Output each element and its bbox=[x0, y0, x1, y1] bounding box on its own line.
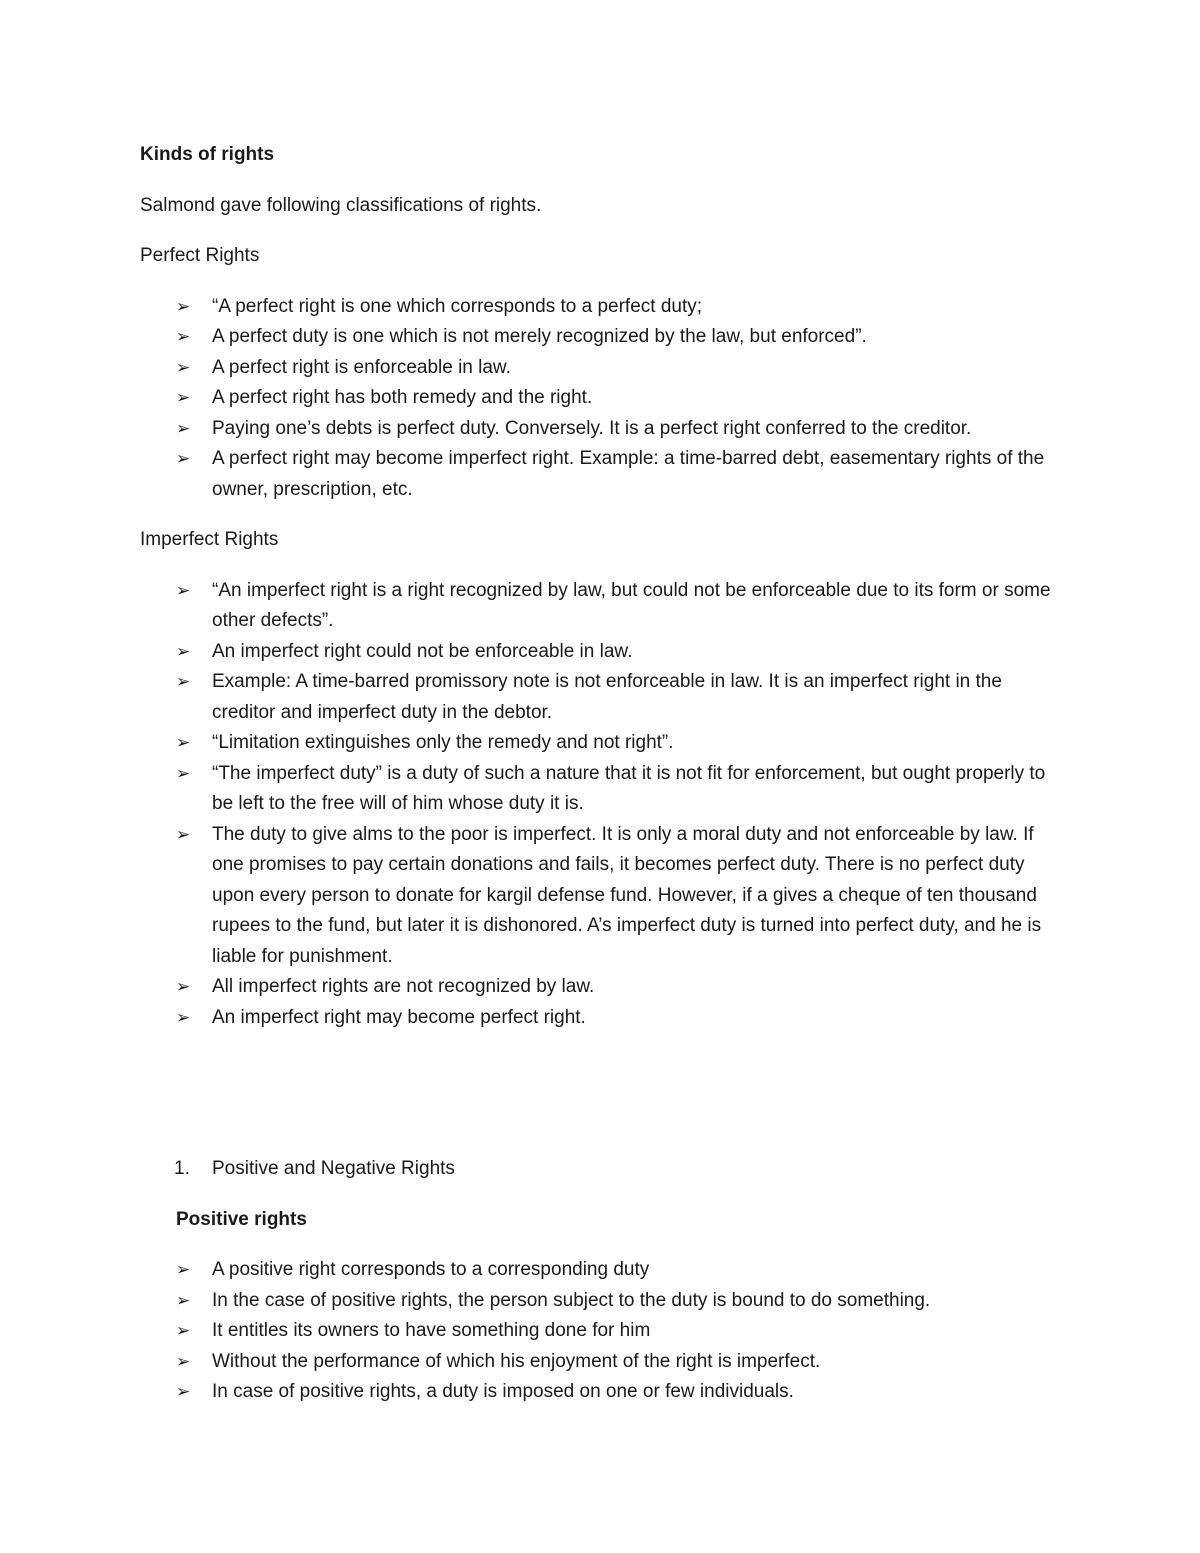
document-page bbox=[140, 140, 1070, 1428]
list-item bbox=[140, 1003, 1070, 1034]
list-item bbox=[140, 292, 1070, 323]
list-item-text: It entitles its owners to have something done for him bbox=[212, 1320, 651, 1341]
arrow-bullet-icon: ➢ bbox=[176, 1321, 191, 1340]
arrow-bullet-icon: ➢ bbox=[176, 327, 191, 346]
list-item bbox=[140, 728, 1070, 759]
arrow-bullet-icon: ➢ bbox=[176, 824, 191, 844]
list-item-text: A positive right corresponds to a corresponding duty bbox=[212, 1259, 650, 1280]
list-item-text: An imperfect right could not be enforceable in law. bbox=[212, 640, 633, 662]
list-item bbox=[140, 1347, 1070, 1378]
list-item bbox=[140, 383, 1070, 414]
arrow-bullet-icon: ➢ bbox=[176, 1351, 191, 1371]
imperfect-rights-list bbox=[140, 576, 1070, 1034]
list-item bbox=[140, 759, 1070, 820]
list-item bbox=[140, 1286, 1070, 1317]
arrow-bullet-icon: ➢ bbox=[176, 641, 191, 661]
list-item bbox=[140, 820, 1070, 973]
list-item-text: In case of positive rights, a duty is imposed on one or few individuals. bbox=[212, 1381, 794, 1402]
section-title: Positive and Negative Rights bbox=[212, 1158, 455, 1179]
arrow-bullet-icon: ➢ bbox=[176, 763, 191, 783]
list-item-text: Without the performance of which his enjoyment of the right is imperfect. bbox=[212, 1350, 821, 1372]
arrow-bullet-icon: ➢ bbox=[176, 580, 191, 600]
positive-rights-heading: Positive rights bbox=[176, 1208, 307, 1230]
list-item bbox=[140, 667, 1070, 728]
arrow-bullet-icon: ➢ bbox=[176, 672, 191, 691]
arrow-bullet-icon: ➢ bbox=[176, 1382, 191, 1401]
list-item bbox=[140, 414, 1070, 445]
list-item-text: A perfect right may become imperfect right. Example: a time-barred debt, easementary rights of the owner, prescription, etc. bbox=[212, 448, 1045, 500]
list-item-text: Example: A time-barred promissory note is not enforceable in law. It is an imperfect right in the creditor and imperfect duty in the debtor. bbox=[212, 671, 1002, 723]
list-item bbox=[140, 353, 1070, 384]
section-number: 1. bbox=[174, 1158, 190, 1179]
arrow-bullet-icon: ➢ bbox=[176, 1007, 191, 1027]
arrow-bullet-icon: ➢ bbox=[176, 449, 191, 468]
arrow-bullet-icon: ➢ bbox=[176, 357, 191, 377]
document-title: Kinds of rights bbox=[140, 144, 275, 165]
list-item bbox=[140, 1377, 1070, 1408]
arrow-bullet-icon: ➢ bbox=[176, 296, 191, 316]
list-item-text: A perfect right is enforceable in law. bbox=[212, 356, 511, 378]
list-item-text: “An imperfect right is a right recognized by law, but could not be enforceable due to its form or some other defects”. bbox=[212, 579, 1051, 631]
positive-rights-list bbox=[140, 1255, 1070, 1408]
intro-paragraph: Salmond gave following classifications of rights. bbox=[140, 194, 542, 216]
list-item-text: “Limitation extinguishes only the remedy and not right”. bbox=[212, 732, 674, 753]
list-item bbox=[140, 444, 1070, 505]
list-item-text: All imperfect rights are not recognized by law. bbox=[212, 976, 595, 997]
list-item bbox=[140, 637, 1070, 668]
list-item-text: “A perfect right is one which corresponds to a perfect duty; bbox=[212, 295, 703, 317]
arrow-bullet-icon: ➢ bbox=[176, 1290, 191, 1310]
arrow-bullet-icon: ➢ bbox=[176, 733, 191, 752]
list-item bbox=[140, 1316, 1070, 1347]
arrow-bullet-icon: ➢ bbox=[176, 388, 191, 407]
perfect-rights-heading: Perfect Rights bbox=[140, 245, 260, 266]
blank-space bbox=[140, 1053, 1070, 1154]
list-item-text: Paying one’s debts is perfect duty. Conversely. It is a perfect right conferred to the creditor. bbox=[212, 417, 972, 439]
imperfect-rights-heading: Imperfect Rights bbox=[140, 529, 279, 550]
list-item bbox=[140, 972, 1070, 1003]
list-item-text: A perfect right has both remedy and the right. bbox=[212, 387, 593, 408]
section-heading-positive-negative bbox=[140, 1154, 1070, 1185]
list-item bbox=[140, 1255, 1070, 1286]
list-item-text: An imperfect right may become perfect right. bbox=[212, 1006, 586, 1028]
list-item-text: In the case of positive rights, the person subject to the duty is bound to do something. bbox=[212, 1289, 931, 1311]
list-item bbox=[140, 576, 1070, 637]
arrow-bullet-icon: ➢ bbox=[176, 977, 191, 996]
list-item-text: A perfect duty is one which is not merely recognized by the law, but enforced”. bbox=[212, 326, 867, 347]
list-item-text: “The imperfect duty” is a duty of such a nature that it is not fit for enforcement, but ought properly to be left to the free will of him whose duty it is. bbox=[212, 762, 1046, 814]
perfect-rights-list bbox=[140, 292, 1070, 506]
arrow-bullet-icon: ➢ bbox=[176, 1260, 191, 1279]
list-item-text: The duty to give alms to the poor is imperfect. It is only a moral duty and not enforceable by law. If one promises to pay certain donations and fails, it becomes perfect duty. There is no perfect duty upon every person to donate for kargil defense fund. However, if a gives a cheque of ten thousand rupees to the fund, but later it is dishonored. A’s imperfect duty is turned into perfect duty, and he is liable for punishment. bbox=[212, 823, 1042, 967]
arrow-bullet-icon: ➢ bbox=[176, 418, 191, 438]
list-item bbox=[140, 322, 1070, 353]
